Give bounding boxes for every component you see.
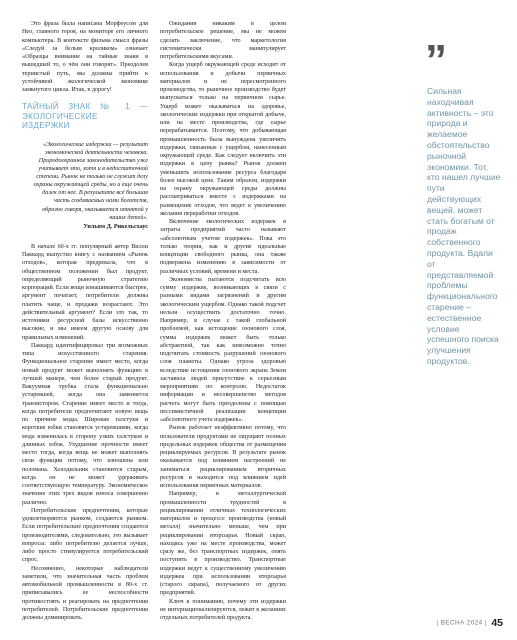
body-paragraph: Рынок работает неэффективно потому, что пользователи продуктами не ощущают полных предельных издержек общества от размещения рециклируемых ресурсов. В результате рынок оказывается под влиянием настроений не заниматься рециклированием вторичных ресурсов и находится под влиянием идей использования первичных материалов. [160,425,286,489]
text-column-1 [22,20,148,622]
body-paragraph: Паккард идентифицировал три возможных типа искусственного старения. Функциональное старение имеет место, когда новый продукт может выполнять функцию в лучшей манере, чем более старый продукт. Вакуумная трубка стала функционально устаревшей, когда она заменяется транзистором. Старение имеет место и тогда, когда потребители предпочитают новую вещь по причине моды. Широкие галстуки и короткие юбки становятся устаревшими, когда мода изменилась в сторону узких галстуков и длинных юбок. Ухудшение прочности имеет место тогда, когда вещь не может выполнять свои функции потому, что изношена или поломана. Холодильник становится старым, когда он не может удерживать соответствующую температуру. Экономическое значение этих трех видов износа совершенно различно. [22,342,148,506]
text-column-2 [160,20,286,622]
epigraph-text: «Экологические издержки — результат экономической деятельности человека. Природоохранное законодательство уже учитывает это, хотя и в недостаточной степени. Рынок не только не служит делу охраны окружающей среды, но и еще очень далек от нее. В результате всё большая часть создаваемых нами богатств, образно говоря, оказывается отнятой у наших детей». [33,141,148,221]
sidebar-pull-quote: Сильная находчивая активность – это природа и желаемое обстоятельство рыночной экономики. Тот, кто нашел лучшие пути действующих вещей, может стать богатым от продаж собственного продукта. Вдали от представляемой проблемы функционального старение – естественное условие успешного поиска улучшения продуктов. [427,86,501,366]
body-paragraph: Включение экологических издержек в затраты предприятий часто называют «абсолютным учетом издержек». Пока это только теория, как и другие идеальные концепции свободного рынка, она также подвержена изменению в зависимости от различных условий, времени и места. [160,219,286,275]
quote-mark-icon: ” [425,36,447,85]
epigraph-quote [32,141,148,231]
page-number: 45 [491,616,503,629]
section-heading: ТАЙНЫЙ ЗНАК № 1 — ЭКОЛОГИЧЕСКИЕ ИЗДЕРЖКИ [22,102,148,131]
body-paragraph: В начале 60-х гг. популярный автор Вилли Паккард выпустил книгу с названием «Рынок отходов», которая предрекала, что в общественном положении был продукт, определяющий рыночную стратегию корпораций. Если вещи изнашиваются быстрее, аргумент печатает, потребители должны платить чаще, и продажи возрастают. Это действительный аргумент? Если это так, то источники ресурсной базы искусственно высокие, и мы имеем другую основу для правильных изменений. [22,243,148,341]
body-paragraph: Когда ущерб окружающей среде исходит от использования и добычи первичных материалов и не пересмотренного производства, то рыночное производство будет выпускаться только на первичном сырье. Ущерб может оказываться на здоровье, экологические издержки при открытой добыче, или на месте производства, где сырье перерабатывается. Поэтому, что добывающая промышленность была вынуждена увеличить издержки, связанные с ущербом, нанесенным окружающей среде. Как следует включить эти издержки в цену рынка? Рынок должен уменьшить использование ресурса благодаря более высокой цене. Таким образом, издержки на охрану окружающей среды должны рассматриваться вместе с издержками на размещение отходов, что ведет к увеличению желания переработки отходов. [160,62,286,217]
body-paragraph: Например, в металлургической промышленности трудностей в рециклировании отличных технологических материалов и процессе производства (новый металл) значительно меньше, чем при рециклировании вторсырья. Новый скрап, находясь уже на месте производства, может сразу же, без транспортных издержек, опять поступить в производство. Транспортные издержки ведут к существенному увеличению издержек при использовании вторсырья (старого скрапа), получаемого от других предприятий. [160,491,286,597]
body-paragraph: Ожидания никаким в целом потребительское решение, мы не можем сделать заключение, что маркетология систематически манипулирует потребительскими вкусами. [160,21,286,60]
body-paragraph: Несомненно, некоторые наблюдатели заметили, что значительная часть проблем автомобильной промышленности в 80-х гг. приписывались ее неспособности противостоять и реагировать на предпочтения потребителей. Потребительские предпочтения должны доминировать. [22,565,148,622]
body-paragraph: Экономисты пытаются подсчитать всю сумму издержек, возникающих в связи с разными видами загрязнений и другим экологическим ущербом. Однако такой подсчет нельзя осуществить достаточно точно. Например, в случае с такой глобальной проблемой, как истощение озонового слоя, сумма издержек может быть только абстрактной, так как невозможно точно подсчитать стоимость разрушений озонового слоя планеты. Однако угроза здоровью вследствие истощения озонового экрана Земли заставила людей присутствие к серьезным мероприятиям по контролю. Недостаток информации и несовершенство методов расчета могут быть преодолены с помощью пессимистичной реализации концепции «абсолютного учета издержек». [160,276,286,423]
body-paragraph: Потребительские предпочтения, которые удовлетворяются рынком, создаются рынком. Если потребительские предпочтения создаются производителями, следовательно, это вызывает вопросы: либо потребителю делается лучше, либо просто стимулируется потребительский спрос. [22,507,148,564]
body-paragraph: Ключ к пониманию, почему эти издержки не интернационализируются, лежит в желаниях отдельных потребителей продукта. [160,598,286,621]
issue-label: | ВЕСНА 2024 | [436,619,487,627]
epigraph-author: Уильям Д. Рикельсхаус [83,223,148,230]
intro-paragraph: Это фраза была написана Морфеусом для Нео, главного героя, на мониторе его личного компьютера. В контексте фильма смысл фразы «Следуй за белым кроликом» означает «Образцы внимание на тайные знаки в вышедшей то, о чём они говорят». Преодолев тернистый путь, мы должны прийти к устойчивой экологической экономике замкнутого цикла. Итак, в дорогу! [22,21,148,93]
page-footer [0,614,503,634]
